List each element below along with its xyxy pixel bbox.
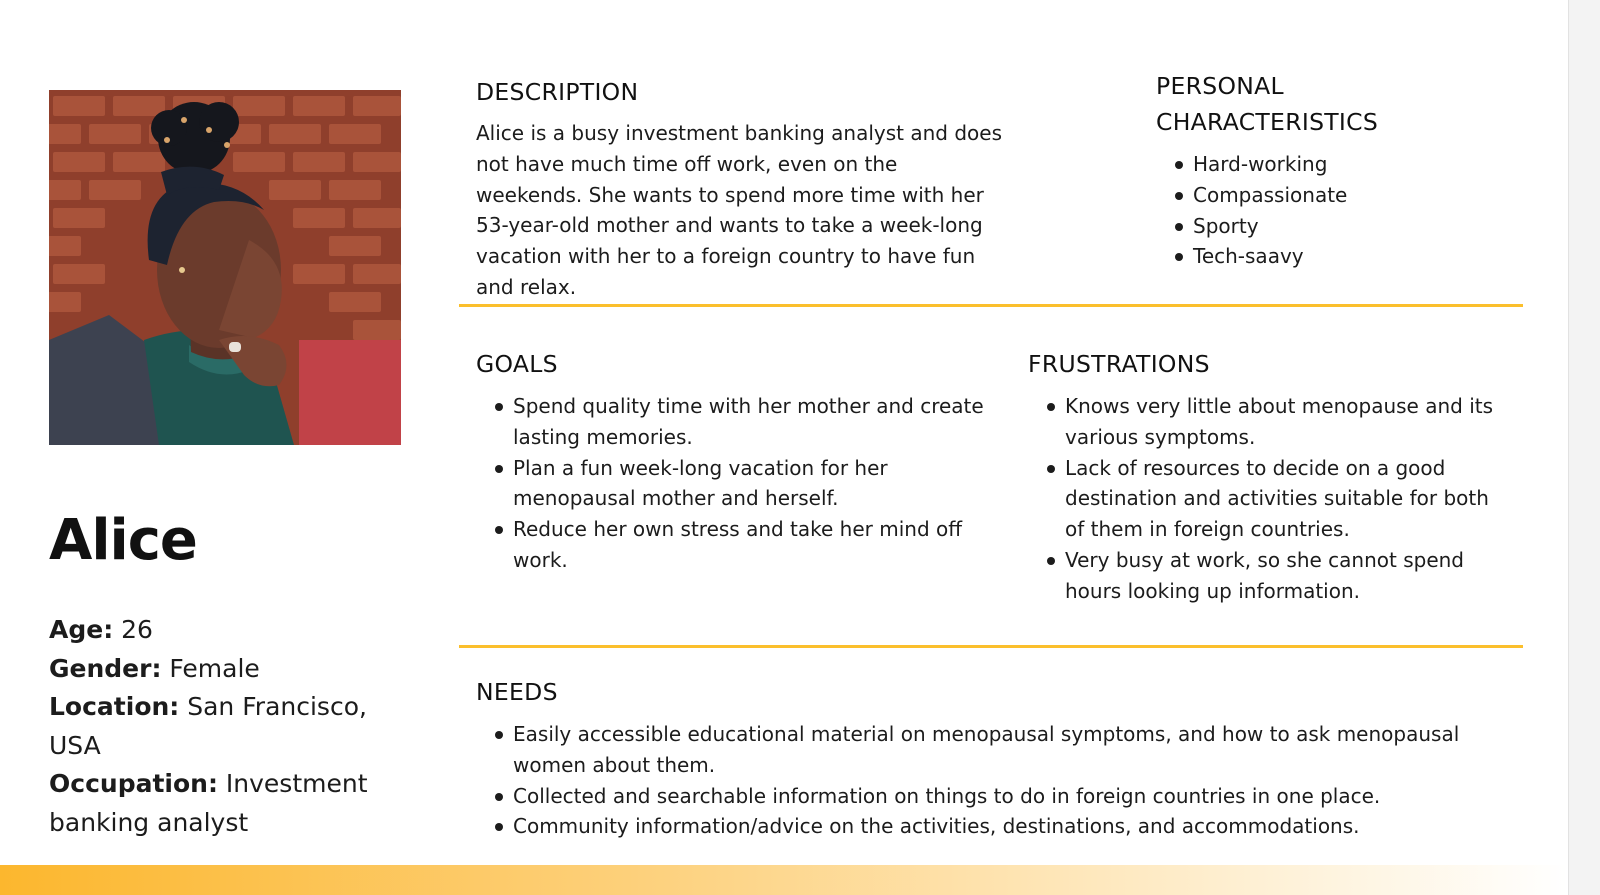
list-item: Hard-working	[1156, 149, 1516, 180]
list-item: Plan a fun week-long vacation for her menopausal mother and herself.	[476, 453, 996, 515]
list-item: Tech-saavy	[1156, 241, 1516, 272]
age-value: 26	[113, 615, 153, 644]
frustrations-heading: FRUSTRATIONS	[1028, 350, 1210, 378]
section-divider	[459, 645, 1523, 648]
list-item: Collected and searchable information on things to do in foreign countries in one place.	[476, 781, 1486, 812]
bottom-accent-band	[0, 865, 1568, 895]
list-item: Community information/advice on the activities, destinations, and accommodations.	[476, 811, 1486, 842]
gender-row	[49, 650, 424, 689]
list-item: Sporty	[1156, 211, 1516, 242]
list-item: Spend quality time with her mother and create lasting memories.	[476, 391, 996, 453]
age-label: Age:	[49, 615, 114, 644]
list-item: Very busy at work, so she cannot spend hours looking up information.	[1028, 545, 1498, 607]
goals-list	[476, 391, 996, 576]
age-row	[49, 611, 424, 650]
persona-photo	[49, 90, 401, 445]
goals-heading: GOALS	[476, 350, 558, 378]
location-label: Location:	[49, 692, 180, 721]
list-item: Knows very little about menopause and its various symptoms.	[1028, 391, 1498, 453]
occupation-value: Investment banking analyst	[49, 769, 368, 837]
persona-details	[49, 611, 424, 842]
gender-value: Female	[161, 653, 260, 683]
location-row	[49, 688, 424, 765]
section-divider	[459, 304, 1523, 307]
gender-label: Gender:	[49, 653, 162, 683]
persona-name: Alice	[49, 508, 197, 573]
list-item: Easily accessible educational material on menopausal symptoms, and how to ask menopausal women about them.	[476, 719, 1486, 781]
characteristics-heading	[1156, 68, 1378, 140]
characteristics-heading-line2: CHARACTERISTICS	[1156, 108, 1379, 136]
description-text: Alice is a busy investment banking analyst and does not have much time off work, even on the weekends. She wants to spend more time with her 53-year-old mother and wants to take a week-long vacation with her to a foreign country to have fun and relax.	[476, 121, 1003, 299]
characteristics-heading-line1: PERSONAL	[1156, 72, 1284, 100]
occupation-row	[49, 765, 424, 842]
location-value: San Francisco, USA	[49, 692, 367, 760]
characteristics-list	[1156, 149, 1516, 272]
list-item: Lack of resources to decide on a good destination and activities suitable for both of them in foreign countries.	[1028, 453, 1498, 545]
list-item: Reduce her own stress and take her mind off work.	[476, 514, 996, 576]
needs-heading: NEEDS	[476, 678, 558, 706]
page-scrollbar-track	[1568, 0, 1600, 895]
needs-list	[476, 719, 1486, 842]
list-item: Compassionate	[1156, 180, 1516, 211]
frustrations-list	[1028, 391, 1498, 607]
description-heading: DESCRIPTION	[476, 78, 639, 106]
occupation-label: Occupation:	[49, 769, 218, 798]
